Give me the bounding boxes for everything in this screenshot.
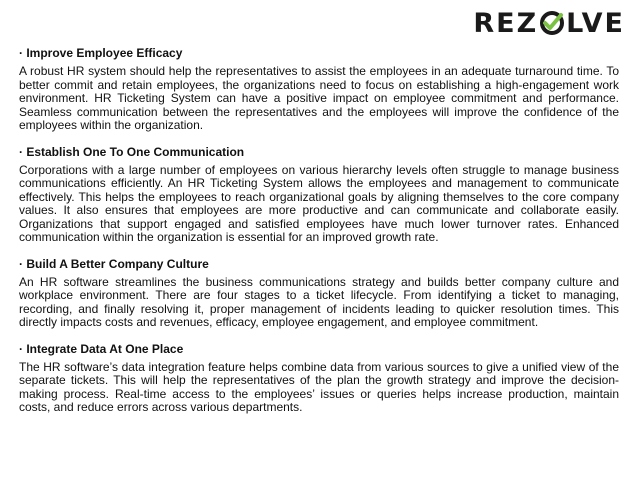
section-heading: · Integrate Data At One Place bbox=[19, 341, 184, 356]
section-body: An HR software streamlines the business communications strategy and builds better company culture and workplace environment. There are four stages to a ticket lifecycle. From identifying a ticket to managing, recording, and finally resolving it, proper management of incidents leading to quicker resolution times. This directly impacts costs and revenues, efficacy, employee engagement, and employee commitment. bbox=[19, 274, 619, 329]
logo-text-left: REZ bbox=[473, 7, 539, 39]
section-body: The HR software’s data integration feature helps combine data from various sources to give a unified view of the separate tickets. This will help the representatives of the plan the growth strategy and improve the decision-making process. Real-time access to the employees’ issues or queries helps increase production, maintain costs, and reduce errors across various departments. bbox=[19, 359, 619, 414]
logo-text-right: LVE bbox=[566, 7, 625, 39]
section-integrate-data bbox=[19, 342, 619, 415]
logo-o-mark-icon bbox=[539, 10, 565, 36]
section-heading: · Establish One To One Communication bbox=[19, 144, 245, 159]
section-employee-efficacy bbox=[19, 46, 619, 133]
section-body: A robust HR system should help the representatives to assist the employees in an adequate turnaround time. To better commit and retain employees, the organizations need to focus on establishing a high-engagement work environment. HR Ticketing System can have a positive impact on employee commitment and performance. Seamless communication between the representatives and the employees will improve the confidence of the employees within the organization. bbox=[19, 64, 619, 132]
section-body: Corporations with a large number of employees on various hierarchy levels often struggle to manage business communications efficiently. An HR Ticketing System allows the employees and management to communicate effectively. This helps the employees to reach organizational goals by aligning themselves to the core company values. It also ensures that employees are more productive and can communicate and collaborate easily. Organizations that support engaged and satisfied employees have much lower turnover rates. Enhanced communication within the organization is essential for an improved growth rate. bbox=[19, 162, 619, 244]
section-heading: · Build A Better Company Culture bbox=[19, 256, 209, 271]
section-company-culture bbox=[19, 257, 619, 330]
document-content bbox=[19, 46, 619, 427]
section-heading: · Improve Employee Efficacy bbox=[19, 46, 183, 60]
rezolve-logo bbox=[473, 9, 625, 37]
section-one-to-one-communication bbox=[19, 145, 619, 245]
